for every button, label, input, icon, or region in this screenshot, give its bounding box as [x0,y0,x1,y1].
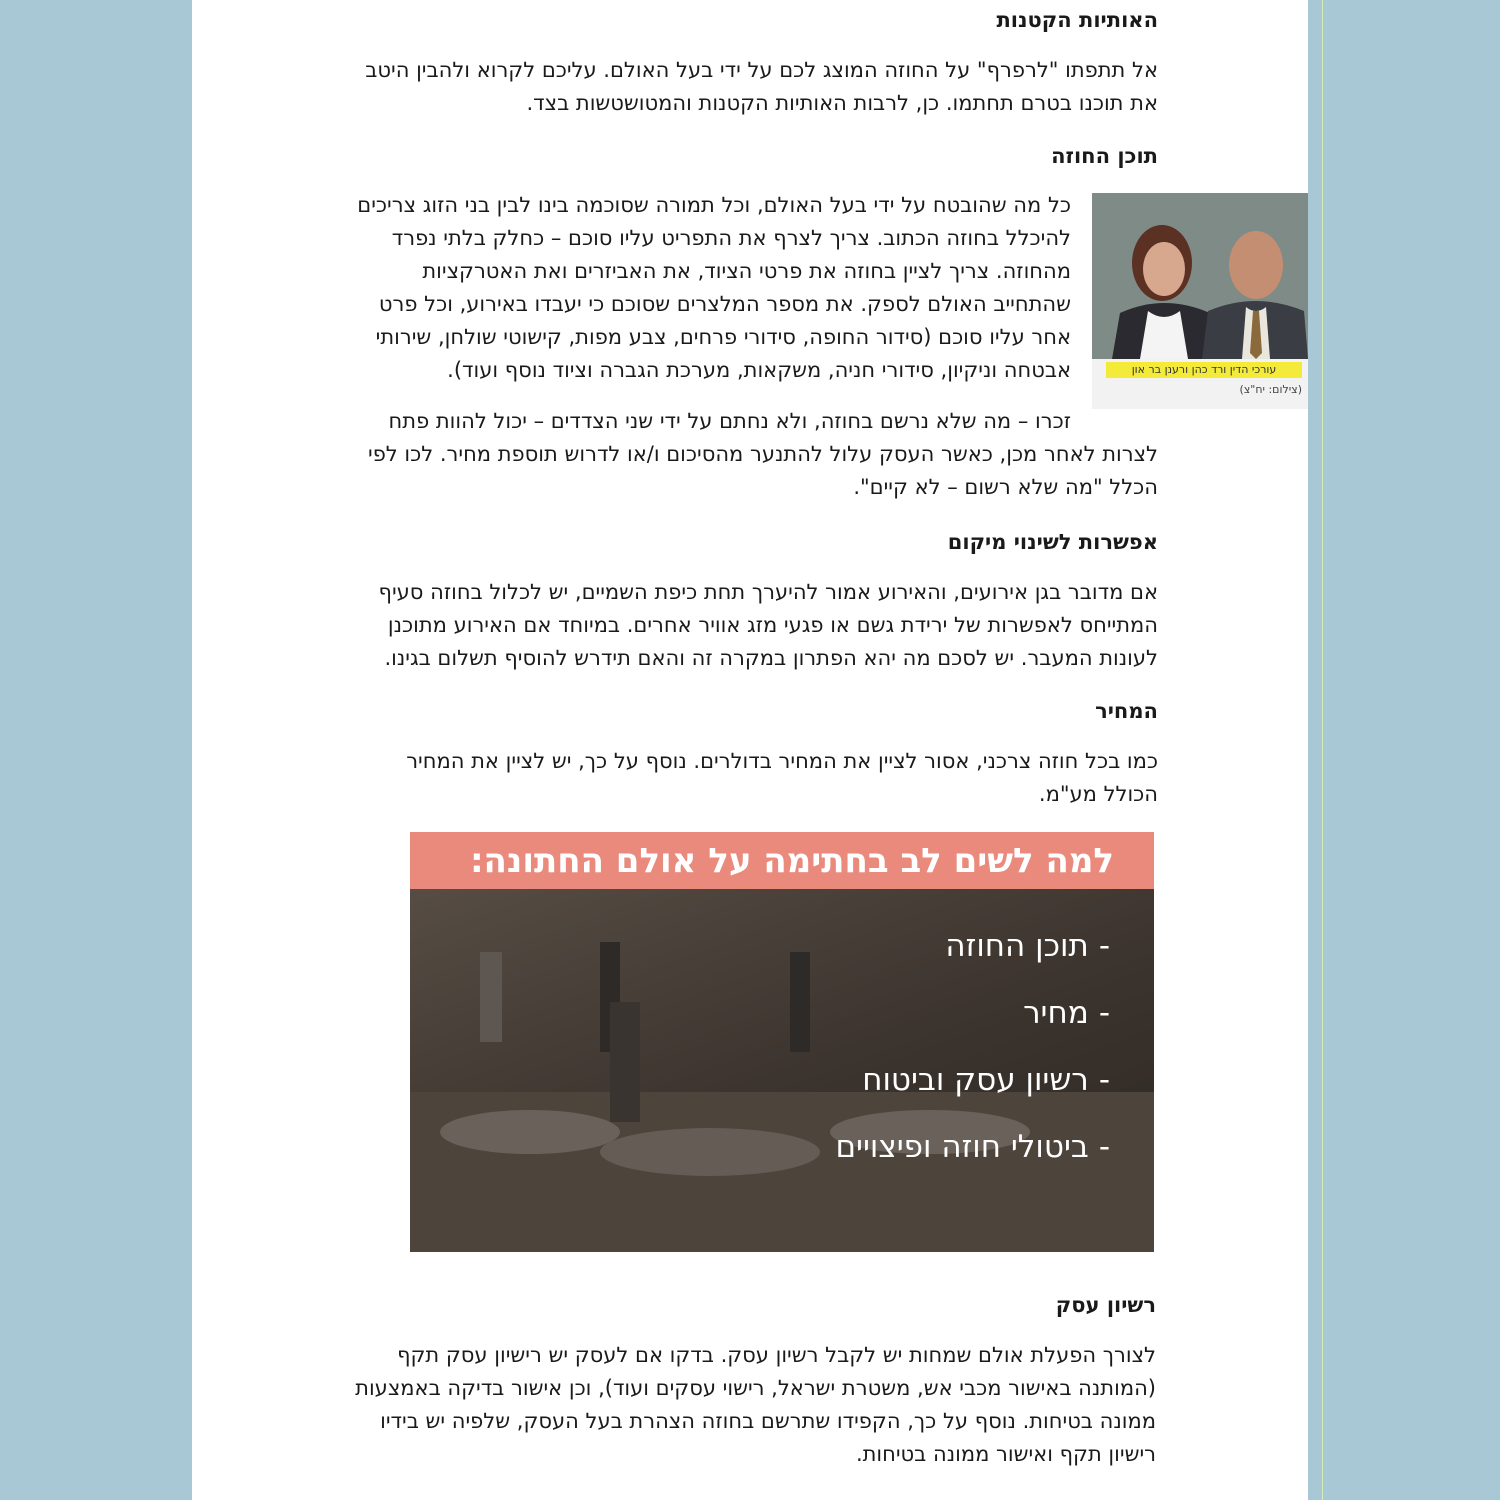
bullet-dash: - [1098,1062,1110,1098]
paragraph-line: כל מה שהובטח על ידי בעל האולם, וכל תמורה שסוכמה בינו לבין בני הזוג צריכים [357,193,1071,217]
infobox-item-label: ביטולי חוזה ופיצויים [835,1129,1089,1165]
heading-small-print: האותיות הקטנות [996,8,1158,32]
paragraph-line: את תוכנו בטרם תחתמו. כן, לרבות האותיות הקטנות והמטושטשות בצד. [526,91,1158,115]
bullet-dash: - [1098,995,1110,1031]
paragraph-line: המתייחס לאפשרות של ירידת גשם או פגעי מזג אוויר אחרים. במיוחד אם האירוע מתוכנן [387,613,1158,637]
paragraph-line: אבטחה וניקיון, סידורי חניה, משקאות, מערכת הגברה וציוד נוסף ועוד). [447,358,1071,382]
photo-image [1092,193,1308,359]
paragraph-line: זכרו – מה שלא נרשם בחוזה, ולא נחתם על ידי שני הצדדים – יכול להוות פתח [388,409,1071,433]
paragraph-line: רישיון תקף ואישור ממונה בטיחות. [855,1442,1156,1466]
infobox-item [945,926,1110,966]
infobox-item [1023,993,1110,1033]
heading-location-change: אפשרות לשינוי מיקום [947,530,1158,554]
paragraph-line: הכלל "מה שלא רשום – לא קיים". [853,475,1158,499]
wedding-hall-background [410,832,1154,1252]
infobox-item-label: רשיון עסק וביטוח [862,1062,1089,1098]
infobox-item [862,1060,1110,1100]
paragraph-line: לעונות המעבר. יש לסכם מה יהא הפתרון במקרה זה והאם תידרש להוסיף תשלום בגינו. [384,646,1158,670]
paragraph-line: להיכלל בחוזה הכתוב. צריך לצרף את התפריט עליו סוכם – כחלק בלתי נפרד [391,226,1071,250]
paragraph-line: אחר עליו סוכם (סידור החופה, סידורי פרחים, צבע מפות, קישוטי שולחן, שירותי [375,325,1071,349]
infobox-item-label: מחיר [1023,995,1089,1031]
paragraph-line: הכולל מע"מ. [1038,782,1158,806]
document-page [192,0,1308,1500]
paragraph-line: אם מדובר בגן אירועים, והאירוע אמור להיערך תחת כיפת השמיים, יש לכלול בחוזה סעיף [378,580,1158,604]
paragraph-line: אל תתפתו "לרפרף" על החוזה המוצג לכם על ידי בעל האולם. עליכם לקרוא ולהבין היטב [365,58,1158,82]
paragraph-line: ממונה בטיחות. נוסף על כך, הקפידו שתרשם בחוזה הצהרת בעל העסק, שלפיה יש בידיו [380,1409,1156,1433]
page-edge-line [1322,0,1323,1500]
paragraph-line: כמו בכל חוזה צרכני, אסור לציין את המחיר בדולרים. נוסף על כך, יש לציין את המחיר [406,749,1158,773]
infobox-item [835,1127,1110,1167]
bullet-dash: - [1098,928,1110,964]
heading-business-license: רשיון עסק [1055,1293,1156,1317]
photo-caption: עורכי הדין ורד כהן ורענן בר און [1106,362,1302,378]
bullet-dash: - [1098,1129,1110,1165]
paragraph-line: שהתחייב האולם לספק. את מספר המלצרים שסוכם כי יעבדו באירוע, וכל פרט [378,292,1071,316]
lawyers-photo [1092,193,1308,409]
portrait-illustration [1092,193,1308,359]
paragraph-line: לצרות לאחר מכן, כאשר העסק עלול להתנער מהסיכום ו/או לדרוש תוספת מחיר. לכו לפי [368,442,1158,466]
checklist-infobox [410,832,1154,1252]
photo-credit: (צילום: יח"צ) [1239,383,1302,396]
infobox-title: למה לשים לב בחתימה על אולם החתונה: [469,841,1114,881]
infobox-item-label: תוכן החוזה [945,928,1089,964]
heading-contract-content: תוכן החוזה [1051,144,1158,168]
paragraph-line: (המותנה באישור מכבי אש, משטרת ישראל, רישוי עסקים ועוד), וכן אישור בדיקה באמצעות [355,1376,1156,1400]
heading-price: המחיר [1095,699,1158,723]
paragraph-line: לצורך הפעלת אולם שמחות יש לקבל רשיון עסק. בדקו אם לעסק יש רישיון עסק תקף [397,1343,1156,1367]
paragraph-line: מהחוזה. צריך לציין בחוזה את פרטי הציוד, את האביזרים ואת האטרקציות [422,259,1071,283]
